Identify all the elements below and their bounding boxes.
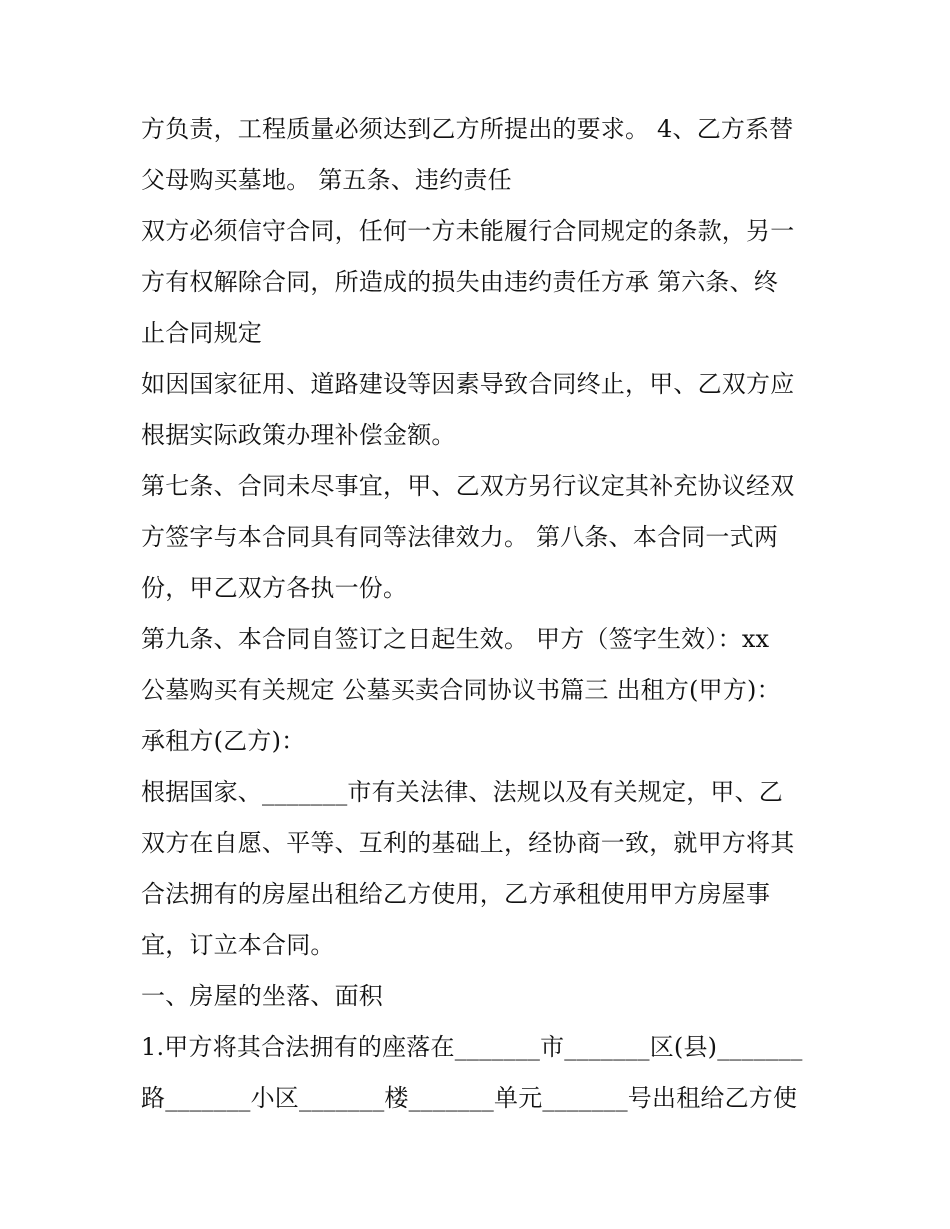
- text-line: 1.甲方将其合法拥有的座落在_______市_______区(县)_______: [141, 1033, 803, 1061]
- text-line: 双方必须信守合同，任何一方未能履行合同规定的条款，另一: [141, 217, 795, 245]
- text-line: 宜，订立本合同。: [141, 931, 335, 959]
- text-line: 合法拥有的房屋出租给乙方使用，乙方承租使用甲方房屋事: [141, 880, 771, 908]
- text-line: 份，甲乙双方各执一份。: [141, 574, 408, 602]
- text-line: 承租方(乙方)：: [141, 727, 306, 755]
- section-heading: 一、房屋的坐落、面积: [141, 982, 383, 1010]
- text-line: 父母购买墓地。 第五条、违约责任: [141, 166, 512, 194]
- text-line: 公墓购买有关规定 公墓买卖合同协议书篇三 出租方(甲方)：: [141, 676, 781, 704]
- text-line: 方负责，工程质量必须达到乙方所提出的要求。 4、乙方系替: [141, 115, 794, 143]
- document-body: [141, 104, 821, 1124]
- text-line: 如因国家征用、道路建设等因素导致合同终止，甲、乙双方应: [141, 370, 795, 398]
- text-line: 路_______小区_______楼_______单元_______号出租给乙方使: [141, 1084, 798, 1112]
- text-line: 第九条、本合同自签订之日起生效。 甲方（签字生效）：xx: [141, 625, 770, 653]
- text-line: 根据实际政策办理补偿金额。: [141, 421, 456, 449]
- text-line: 止合同规定: [141, 319, 262, 347]
- text-line: 根据国家、_______市有关法律、法规以及有关规定，甲、乙: [141, 778, 783, 806]
- text-line: 双方在自愿、平等、互利的基础上，经协商一致，就甲方将其: [141, 829, 795, 857]
- text-line: 第七条、合同未尽事宜，甲、乙双方另行议定其补充协议经双: [141, 472, 795, 500]
- text-line: 方签字与本合同具有同等法律效力。 第八条、本合同一式两: [141, 523, 779, 551]
- text-line: 方有权解除合同，所造成的损失由违约责任方承 第六条、终: [141, 268, 779, 296]
